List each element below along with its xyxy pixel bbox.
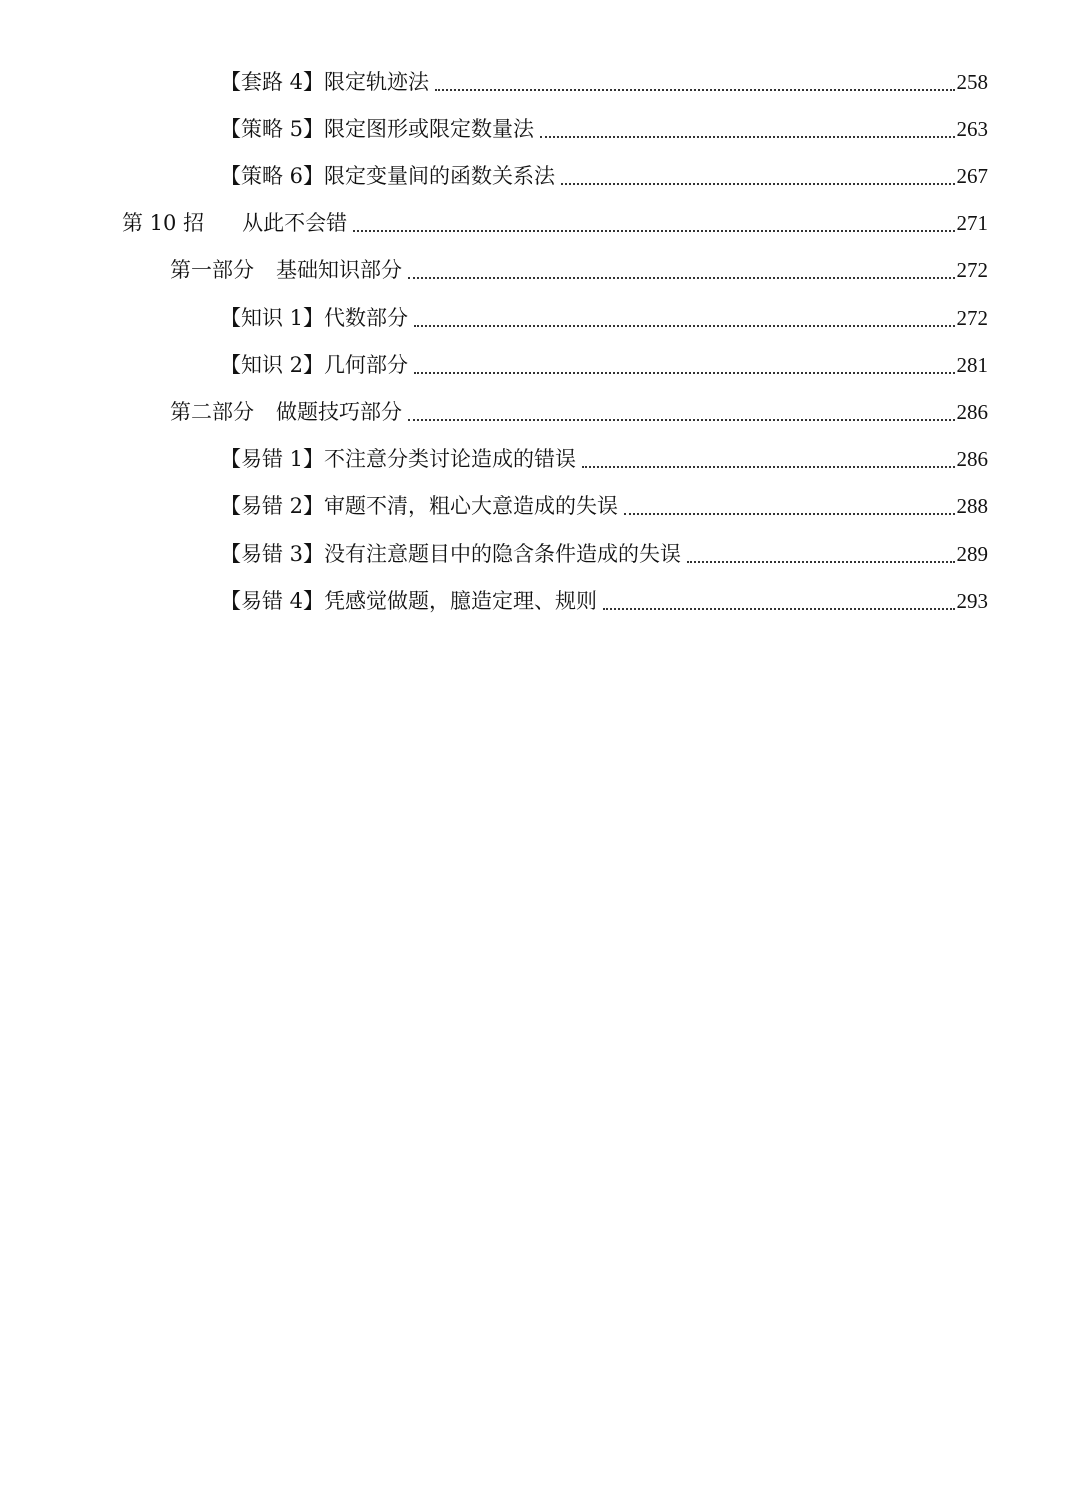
toc-page-number: 281 [956, 353, 988, 377]
toc-entry-text [122, 203, 353, 243]
part-title: 做题技巧部分 [276, 400, 402, 424]
part-label: 第一部分 [170, 258, 254, 282]
toc-page-number: 286 [956, 400, 988, 424]
dot-leader [603, 581, 954, 621]
toc-entry[interactable] [220, 439, 988, 479]
toc-entry-text: 【知识 1】代数部分 [220, 306, 409, 330]
dot-leader [414, 298, 954, 338]
toc-page-number: 288 [956, 494, 988, 518]
toc-part-entry[interactable] [170, 250, 988, 290]
toc-page-number: 272 [956, 306, 988, 330]
toc-page-number: 286 [956, 447, 988, 471]
toc-entry-text: 【易错 2】审题不清，粗心大意造成的失误 [220, 494, 619, 518]
toc-entry[interactable] [220, 486, 988, 526]
toc-page-number: 272 [956, 258, 988, 282]
toc-part-entry[interactable] [170, 392, 988, 432]
toc-page-number: 271 [956, 211, 988, 235]
part-label: 第二部分 [170, 400, 254, 424]
chapter-label: 第 10 招 [122, 211, 205, 235]
chapter-title: 从此不会错 [242, 211, 348, 235]
toc-entry-text: 【易错 4】凭感觉做题，臆造定理、规则 [220, 589, 598, 613]
part-title: 基础知识部分 [276, 258, 402, 282]
toc-entry-text [170, 250, 408, 290]
toc-page-number: 267 [956, 164, 988, 188]
toc-entry[interactable] [220, 109, 988, 149]
dot-leader [582, 439, 954, 479]
toc-entry-text: 【易错 3】没有注意题目中的隐含条件造成的失误 [220, 542, 682, 566]
toc-page-number: 293 [956, 589, 988, 613]
toc-entry-text: 【知识 2】几何部分 [220, 353, 409, 377]
toc-page-number: 289 [956, 542, 988, 566]
dot-leader [435, 62, 954, 102]
toc-entry[interactable] [220, 62, 988, 102]
toc-entry-text [170, 392, 408, 432]
toc-page-number: 263 [956, 117, 988, 141]
toc-entry-text: 【策略 5】限定图形或限定数量法 [220, 117, 535, 141]
toc-page-number: 258 [956, 70, 988, 94]
dot-leader [540, 109, 954, 149]
dot-leader [687, 534, 954, 574]
dot-leader [408, 250, 955, 290]
toc-entry[interactable] [220, 345, 988, 385]
dot-leader [624, 486, 954, 526]
dot-leader [414, 345, 954, 385]
dot-leader [353, 203, 954, 243]
toc-entry[interactable] [220, 298, 988, 338]
toc-entry-text: 【易错 1】不注意分类讨论造成的错误 [220, 447, 577, 471]
toc-entry[interactable] [220, 156, 988, 196]
toc-chapter-entry[interactable] [122, 203, 988, 243]
toc-entry[interactable] [220, 534, 988, 574]
dot-leader [408, 392, 955, 432]
toc-entry-text: 【套路 4】限定轨迹法 [220, 70, 430, 94]
dot-leader [561, 156, 954, 196]
toc-entry[interactable] [220, 581, 988, 621]
toc-entry-text: 【策略 6】限定变量间的函数关系法 [220, 164, 556, 188]
